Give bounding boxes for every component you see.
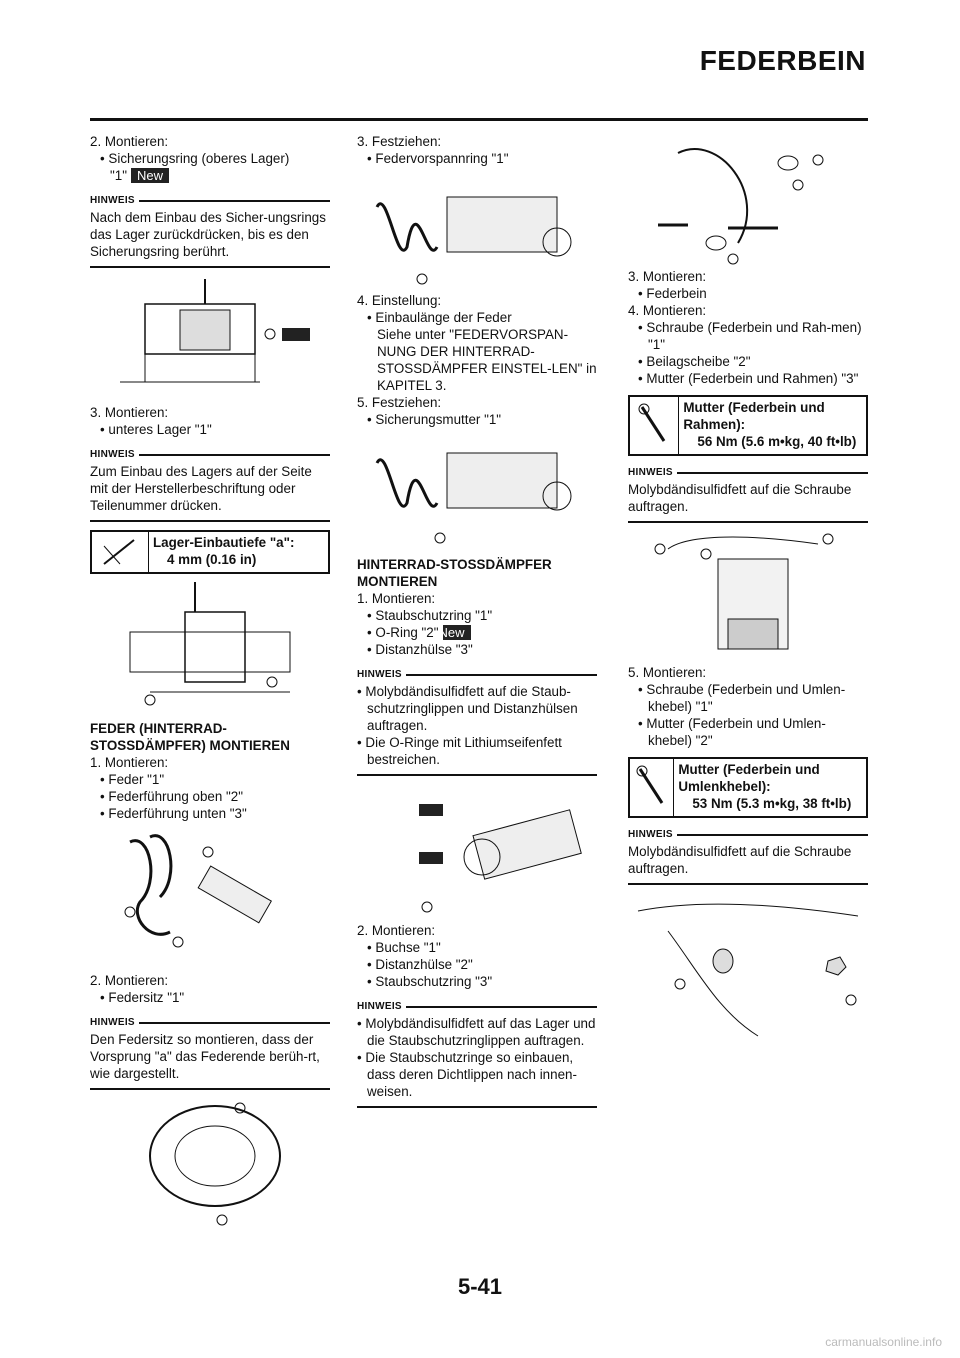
spec-value: 4 mm (0.16 in): [167, 552, 257, 567]
step-item: • Sicherungsring (oberes Lager): [100, 150, 330, 167]
locknut-illustration: [357, 428, 597, 548]
note-text: Molybdändisulfidfett auf die Schraube auftragen.: [628, 843, 868, 885]
step-text: 1. Montieren:: [90, 755, 169, 770]
shock-mount-illustration: [628, 133, 868, 268]
column-3: [628, 133, 868, 1041]
new-badge: New: [131, 168, 169, 183]
step-item: • unteres Lager "1": [100, 421, 330, 438]
note-text: Nach dem Einbau des Sicher-ungsrings das Lager zurückdrücken, bis es den Sicherungsring berührt.: [90, 209, 330, 268]
note-box: [90, 192, 330, 268]
spring-illustration: [90, 822, 330, 972]
spring-seat-illustration: [90, 1096, 330, 1226]
watermark: carmanualsonline.info: [825, 1335, 942, 1349]
spec-box: [90, 530, 330, 574]
step-item: O-Ring "2": [375, 625, 439, 640]
step-item: • Buchse "1": [367, 939, 597, 956]
spec-box: [628, 395, 868, 456]
step-item: • Staubschutzring "1": [367, 607, 597, 624]
step-item: • Mutter (Federbein und Rahmen) "3": [638, 370, 868, 387]
spec-title: Lager-Einbautiefe "a":: [153, 535, 295, 550]
note-label: HINWEIS: [357, 669, 402, 680]
step-item: • Schraube (Federbein und Umlen-khebel) "1": [638, 681, 868, 715]
note-text: Den Federsitz so montieren, dass der Vorsprung "a" das Federende berüh-rt, wie dargestellt.: [90, 1031, 330, 1090]
step-item: • Federführung oben "2": [100, 788, 330, 805]
torque-wrench-icon: [630, 397, 679, 454]
note-box: [90, 1014, 330, 1090]
header-rule: [90, 118, 868, 121]
note-bullet: • Molybdändisulfidfett auf die Staub-schutzringlippen und Distanzhülsen auftragen.: [357, 683, 597, 734]
step-item: • Beilagscheibe "2": [638, 353, 868, 370]
column-1: [90, 133, 330, 1226]
dust-seal-illustration: [357, 782, 597, 922]
note-text: Molybdändisulfidfett auf die Schraube auftragen.: [628, 481, 868, 523]
step-item: • Federvorspannring "1": [367, 150, 597, 167]
note-label: HINWEIS: [90, 195, 135, 206]
spec-title: Mutter (Federbein und Umlenkhebel):: [678, 762, 820, 794]
note-label: HINWEIS: [90, 1017, 135, 1028]
bearing-depth-illustration: [90, 582, 330, 712]
page-title: FEDERBEIN: [699, 45, 866, 76]
step-text: 4. Einstellung:: [357, 293, 442, 308]
step-text: 2. Montieren:: [90, 134, 169, 149]
spring-preload-illustration: [357, 167, 597, 292]
note-bullet: • Molybdändisulfidfett auf das Lager und die Staubschutzringlippen auftragen.: [357, 1015, 597, 1049]
linkage-mount-illustration: [628, 891, 868, 1041]
step-text: 3. Festziehen:: [357, 134, 442, 149]
step-item: • Federbein: [638, 285, 868, 302]
spec-box: [628, 757, 868, 818]
step-item: • Federsitz "1": [100, 989, 330, 1006]
note-label: HINWEIS: [628, 829, 673, 840]
step-item: • Distanzhülse "2": [367, 956, 597, 973]
step-item: • Mutter (Federbein und Umlen-khebel) "2": [638, 715, 868, 749]
step-item: • Distanzhülse "3": [367, 641, 597, 658]
note-box: [90, 446, 330, 522]
note-label: HINWEIS: [628, 467, 673, 478]
step-reference: Siehe unter "FEDERVORSPAN-NUNG DER HINTERRAD-STOSSDÄMPFER EINSTEL-LEN" in KAPITEL 3.: [377, 327, 597, 393]
note-label: HINWEIS: [90, 449, 135, 460]
section-heading: HINTERRAD-STOSSDÄMPFER MONTIEREN: [357, 557, 552, 589]
step-text: 4. Montieren:: [628, 303, 707, 318]
note-bullet: • Die Staubschutzringe so einbauen, dass deren Dichtlippen nach innen-weisen.: [357, 1049, 597, 1100]
step-text: 3. Montieren:: [628, 269, 707, 284]
frame-mount-illustration: [628, 529, 868, 664]
bearing-illustration: [90, 274, 330, 404]
step-item: • Federführung unten "3": [100, 805, 330, 822]
spec-title: Mutter (Federbein und Rahmen):: [683, 400, 825, 432]
step-item: • Einbaulänge der Feder: [367, 309, 597, 326]
step-item: • Feder "1": [100, 771, 330, 788]
note-box: [357, 998, 597, 1108]
step-item: • Schraube (Federbein und Rah-men) "1": [638, 319, 868, 353]
step-text: 2. Montieren:: [90, 973, 169, 988]
step-item: • Staubschutzring "3": [367, 973, 597, 990]
spec-value: 56 Nm (5.6 m•kg, 40 ft•lb): [697, 434, 857, 449]
step-item: • Sicherungsmutter "1": [367, 411, 597, 428]
step-text: 5. Festziehen:: [357, 395, 442, 410]
step-text: 2. Montieren:: [357, 923, 436, 938]
note-box: [357, 666, 597, 776]
column-2: [357, 133, 597, 1114]
note-bullet: • Die O-Ringe mit Lithiumseifenfett bestreichen.: [357, 734, 597, 768]
note-box: [628, 826, 868, 885]
measure-icon: [92, 532, 149, 572]
note-label: HINWEIS: [357, 1001, 402, 1012]
step-text: 5. Montieren:: [628, 665, 707, 680]
section-heading: FEDER (HINTERRAD-STOSSDÄMPFER) MONTIEREN: [90, 721, 290, 753]
new-badge: New: [443, 625, 471, 640]
step-text: 1. Montieren:: [357, 591, 436, 606]
page-number: 5-41: [457, 1274, 503, 1299]
note-box: [628, 464, 868, 523]
spec-value: 53 Nm (5.3 m•kg, 38 ft•lb): [692, 796, 852, 811]
note-text: Zum Einbau des Lagers auf der Seite mit der Herstellerbeschriftung oder Teilenummer drücken.: [90, 463, 330, 522]
step-item: "1": [110, 168, 127, 183]
torque-wrench-icon: [630, 759, 674, 816]
step-text: 3. Montieren:: [90, 405, 169, 420]
